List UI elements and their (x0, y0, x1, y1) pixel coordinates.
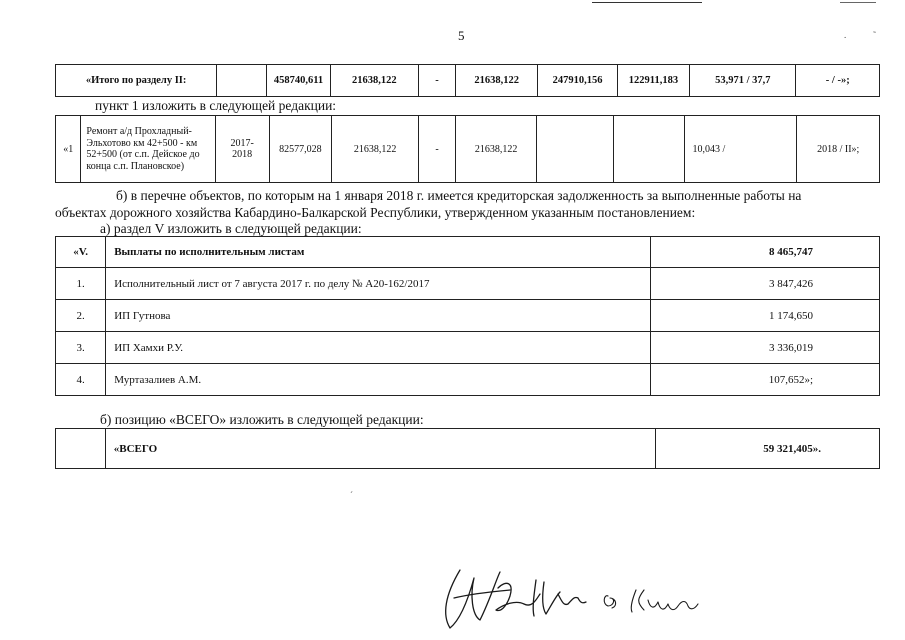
table-cell (56, 429, 106, 469)
table-cell: - (418, 65, 455, 97)
scan-speck: ˊ (350, 490, 353, 500)
row-name: ИП Гутнова (106, 300, 651, 332)
table-cell (537, 116, 614, 183)
object-name: Ремонт а/д Прохладный-Эльхотово км 42+500 - км 52+500 (от с.п. Дейское до конца с.п. Плановское) (81, 116, 215, 183)
row-name: Муртазалиев А.М. (106, 364, 651, 396)
signature-caption (605, 590, 609, 591)
table-cell: 82577,028 (269, 116, 331, 183)
paragraph-b-line2: объектах дорожного хозяйства Кабардино-Балкарской Республики, утвержденном указанным постановлением: (55, 205, 696, 220)
scan-speck: . (844, 30, 847, 40)
row-number: 3. (56, 332, 106, 364)
section-title: Выплаты по исполнительным листам (106, 237, 651, 268)
paragraph-total: б) позицию «ВСЕГО» изложить в следующей редакции: (100, 412, 424, 427)
row-number: 2. (56, 300, 106, 332)
top-rule-short (840, 2, 876, 3)
table-cell: 53,971 / 37,7 (690, 65, 796, 97)
table-cell: 2018 / II»; (797, 116, 880, 183)
total-amount: 59 321,405». (656, 429, 880, 469)
paragraph-a: а) раздел V изложить в следующей редакции: (100, 221, 362, 236)
point1-instruction: пункт 1 изложить в следующей редакции: (95, 98, 337, 113)
table-row (56, 65, 880, 97)
row-number: «1 (56, 116, 81, 183)
table-cell (614, 116, 684, 183)
table-cell: «Итого по разделу II: (56, 65, 217, 97)
table-cell: 458740,611 (267, 65, 331, 97)
row-name: ИП Хамхи Р.У. (106, 332, 651, 364)
top-rule (592, 2, 702, 3)
table-row (56, 429, 880, 469)
table-cell: - / -»; (796, 65, 880, 97)
table-cell: 10,043 / (684, 116, 797, 183)
table-row (56, 116, 880, 183)
row-number: 1. (56, 268, 106, 300)
table-cell (217, 65, 267, 97)
section-amount: 8 465,747 (650, 237, 879, 268)
row-amount: 107,652»; (650, 364, 879, 396)
section-total-table (55, 64, 880, 97)
scan-speck: ˜ (873, 30, 876, 40)
paragraph-b-line1: б) в перечне объектов, по которым на 1 января 2018 г. имеется кредиторская задолженность за выполненные работы на (116, 188, 802, 203)
table-cell: 21638,122 (455, 116, 536, 183)
table-cell: 21638,122 (456, 65, 538, 97)
row-amount: 3 847,426 (650, 268, 879, 300)
row-number: 4. (56, 364, 106, 396)
table-row (56, 364, 880, 396)
table-row (56, 300, 880, 332)
years-cell: 2017-2018 (215, 116, 269, 183)
row-name: Исполнительный лист от 7 августа 2017 г. по делу № А20-162/2017 (106, 268, 651, 300)
table-cell: - (419, 116, 456, 183)
row-amount: 3 336,019 (650, 332, 879, 364)
table-cell: 21638,122 (330, 65, 418, 97)
point1-table (55, 115, 880, 183)
table-cell: 21638,122 (332, 116, 419, 183)
section5-table (55, 236, 880, 396)
total-table (55, 428, 880, 469)
handwritten-signature (440, 560, 710, 635)
row-number: «V. (56, 237, 106, 268)
table-row (56, 268, 880, 300)
table-header-row (56, 237, 880, 268)
table-cell: 122911,183 (617, 65, 690, 97)
table-row (56, 332, 880, 364)
page-number: 5 (458, 28, 465, 43)
row-amount: 1 174,650 (650, 300, 879, 332)
total-label: «ВСЕГО (105, 429, 656, 469)
table-cell: 247910,156 (538, 65, 617, 97)
